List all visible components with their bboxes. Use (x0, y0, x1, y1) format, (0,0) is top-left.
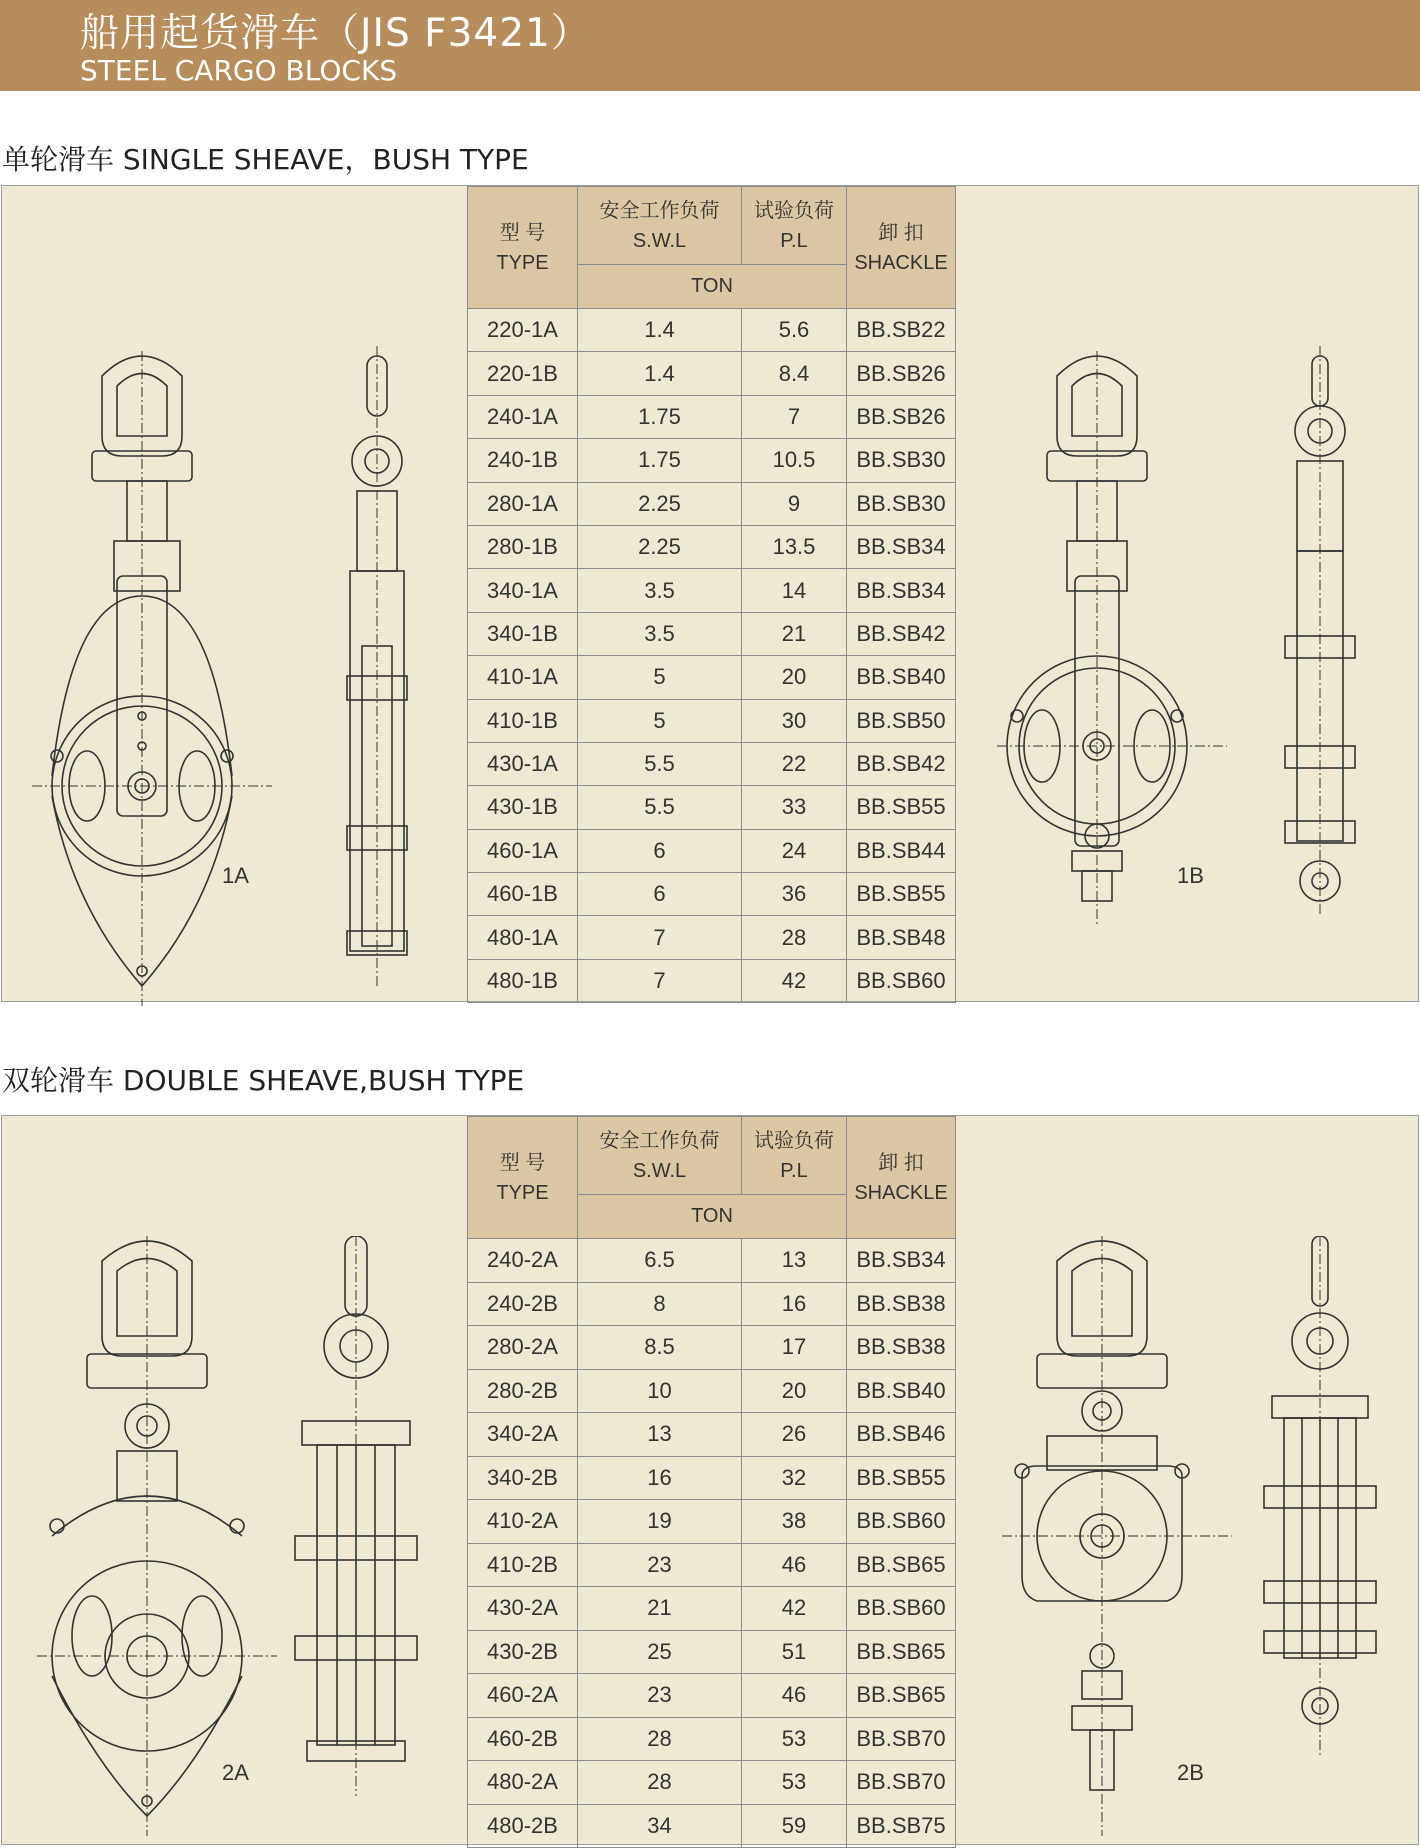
cell-pl: 17 (742, 1326, 847, 1370)
table-row (468, 309, 956, 352)
cell-shackle: BB.SB55 (847, 1456, 956, 1500)
cell-pl: 36 (742, 873, 847, 916)
cell-swl: 13 (578, 1413, 742, 1457)
page-subtitle: STEEL CARGO BLOCKS (80, 54, 398, 87)
table-row (468, 482, 956, 525)
cell-type: 430-1B (468, 786, 578, 829)
cell-shackle: BB.SB60 (847, 1587, 956, 1631)
header-swl (578, 187, 742, 265)
header-shackle-en: SHACKLE (854, 251, 948, 274)
block-2a-drawing (37, 1236, 457, 1846)
header-pl-cn: 试验负荷 (754, 1129, 834, 1152)
cell-type: 280-2B (468, 1369, 578, 1413)
table-row (468, 656, 956, 699)
page-title: 船用起货滑车（JIS F3421） (80, 11, 591, 56)
cell-shackle: BB.SB65 (847, 1543, 956, 1587)
cell-shackle: BB.SB70 (847, 1717, 956, 1761)
cell-shackle: BB.SB44 (847, 829, 956, 872)
cell-shackle: BB.SB34 (847, 1239, 956, 1283)
double-sheave-panel (1, 1115, 1419, 1845)
header-shackle-cn: 卸 扣 (878, 1151, 924, 1174)
cell-shackle: BB.SB46 (847, 1413, 956, 1457)
cell-pl: 30 (742, 699, 847, 742)
section-title-double: 双轮滑车 DOUBLE SHEAVE,BUSH TYPE (2, 1064, 525, 1097)
table-row (468, 569, 956, 612)
cell-pl: 42 (742, 959, 847, 1002)
table-row (468, 1587, 956, 1631)
header-type-cn: 型 号 (499, 221, 546, 244)
cell-swl: 2.25 (578, 525, 742, 568)
table-row (468, 1326, 956, 1370)
cell-type: 220-1B (468, 352, 578, 395)
double-sheave-table (467, 1116, 956, 1848)
header-pl-cn: 试验负荷 (754, 199, 834, 222)
table-row (468, 612, 956, 655)
cell-type: 480-1A (468, 916, 578, 959)
table-row (468, 439, 956, 482)
cell-pl: 21 (742, 612, 847, 655)
table-row (468, 959, 956, 1002)
table-row (468, 1717, 956, 1761)
cell-swl: 8 (578, 1282, 742, 1326)
cell-pl: 46 (742, 1543, 847, 1587)
cell-pl: 26 (742, 1413, 847, 1457)
cell-swl: 2.25 (578, 482, 742, 525)
cell-shackle: BB.SB55 (847, 786, 956, 829)
cell-shackle: BB.SB65 (847, 1630, 956, 1674)
cell-swl: 8.5 (578, 1326, 742, 1370)
cell-shackle: BB.SB60 (847, 959, 956, 1002)
cell-shackle: BB.SB48 (847, 916, 956, 959)
cell-pl: 46 (742, 1674, 847, 1718)
drawing-label-1a: 1A (222, 863, 249, 888)
header-shackle (847, 187, 956, 309)
cell-shackle: BB.SB38 (847, 1282, 956, 1326)
table-row (468, 352, 956, 395)
cell-pl: 33 (742, 786, 847, 829)
cell-pl: 42 (742, 1587, 847, 1631)
cell-shackle: BB.SB42 (847, 742, 956, 785)
cell-swl: 1.4 (578, 309, 742, 352)
header-swl-en: S.W.L (632, 229, 687, 252)
cell-type: 240-2A (468, 1239, 578, 1283)
cell-pl: 16 (742, 1282, 847, 1326)
table-row (468, 1456, 956, 1500)
block-1b-drawing (997, 346, 1417, 1026)
cell-pl: 10.5 (742, 439, 847, 482)
cell-swl: 28 (578, 1717, 742, 1761)
cell-swl: 7 (578, 959, 742, 1002)
cell-pl: 38 (742, 1500, 847, 1544)
drawing-label-1b: 1B (1177, 863, 1204, 888)
cell-pl: 24 (742, 829, 847, 872)
cell-swl: 23 (578, 1543, 742, 1587)
header-shackle-cn: 卸 扣 (878, 221, 924, 244)
cell-shackle: BB.SB26 (847, 395, 956, 438)
cell-swl: 1.75 (578, 395, 742, 438)
table-row (468, 1239, 956, 1283)
table-row (468, 1500, 956, 1544)
cell-pl: 13.5 (742, 525, 847, 568)
cell-shackle: BB.SB40 (847, 656, 956, 699)
cell-type: 240-1A (468, 395, 578, 438)
table-row (468, 1761, 956, 1805)
cell-swl: 5 (578, 656, 742, 699)
cell-shackle: BB.SB42 (847, 612, 956, 655)
cell-type: 280-1B (468, 525, 578, 568)
table-row (468, 1630, 956, 1674)
cell-type: 340-1A (468, 569, 578, 612)
cell-shackle: BB.SB30 (847, 482, 956, 525)
cell-shackle: BB.SB65 (847, 1674, 956, 1718)
cell-swl: 34 (578, 1804, 742, 1848)
table-row (468, 1543, 956, 1587)
cell-type: 340-2B (468, 1456, 578, 1500)
header-unit-ton: TON (578, 1195, 847, 1239)
cell-pl: 13 (742, 1239, 847, 1283)
header-pl (742, 187, 847, 265)
cell-swl: 3.5 (578, 569, 742, 612)
table-row (468, 1282, 956, 1326)
cell-swl: 16 (578, 1456, 742, 1500)
cell-swl: 28 (578, 1761, 742, 1805)
cell-shackle: BB.SB75 (847, 1804, 956, 1848)
cell-type: 340-1B (468, 612, 578, 655)
header-type (468, 187, 578, 309)
cell-swl: 10 (578, 1369, 742, 1413)
block-1a-drawing (32, 346, 452, 1026)
cell-shackle: BB.SB22 (847, 309, 956, 352)
cell-swl: 5.5 (578, 742, 742, 785)
single-sheave-panel (1, 185, 1419, 1002)
cell-pl: 28 (742, 916, 847, 959)
header-swl-cn: 安全工作负荷 (599, 199, 720, 222)
header-type-en: TYPE (496, 251, 549, 274)
cell-swl: 23 (578, 1674, 742, 1718)
cell-shackle: BB.SB40 (847, 1369, 956, 1413)
cell-pl: 59 (742, 1804, 847, 1848)
cell-pl: 9 (742, 482, 847, 525)
header-type-en: TYPE (496, 1181, 549, 1204)
cell-swl: 7 (578, 916, 742, 959)
table-row (468, 1413, 956, 1457)
header-shackle-en: SHACKLE (854, 1181, 948, 1204)
cell-swl: 6 (578, 873, 742, 916)
cell-swl: 1.4 (578, 352, 742, 395)
cell-type: 410-1A (468, 656, 578, 699)
cell-swl: 1.75 (578, 439, 742, 482)
cell-swl: 5 (578, 699, 742, 742)
cell-pl: 5.6 (742, 309, 847, 352)
cell-type: 410-2A (468, 1500, 578, 1544)
cell-type: 480-2B (468, 1804, 578, 1848)
table-row (468, 699, 956, 742)
cell-pl: 22 (742, 742, 847, 785)
cell-pl: 51 (742, 1630, 847, 1674)
cell-type: 410-1B (468, 699, 578, 742)
cell-type: 280-1A (468, 482, 578, 525)
cell-pl: 20 (742, 656, 847, 699)
table-row (468, 916, 956, 959)
cell-pl: 53 (742, 1761, 847, 1805)
cell-type: 280-2A (468, 1326, 578, 1370)
header-unit-ton: TON (578, 265, 847, 309)
cell-swl: 5.5 (578, 786, 742, 829)
cell-shackle: BB.SB50 (847, 699, 956, 742)
drawing-label-2a: 2A (222, 1760, 249, 1785)
cell-swl: 21 (578, 1587, 742, 1631)
cell-swl: 6 (578, 829, 742, 872)
section-title-single: 单轮滑车 SINGLE SHEAVE，BUSH TYPE (2, 143, 529, 176)
cell-pl: 8.4 (742, 352, 847, 395)
cell-type: 430-2A (468, 1587, 578, 1631)
cell-shackle: BB.SB60 (847, 1500, 956, 1544)
cell-type: 480-2A (468, 1761, 578, 1805)
cell-swl: 3.5 (578, 612, 742, 655)
cell-type: 480-1B (468, 959, 578, 1002)
cell-shackle: BB.SB70 (847, 1761, 956, 1805)
cell-type: 220-1A (468, 309, 578, 352)
single-sheave-table (467, 186, 956, 1003)
table-row (468, 829, 956, 872)
cell-type: 240-2B (468, 1282, 578, 1326)
block-2b-drawing (1002, 1236, 1420, 1846)
table-row (468, 786, 956, 829)
cell-pl: 14 (742, 569, 847, 612)
cell-type: 460-2B (468, 1717, 578, 1761)
header-pl (742, 1117, 847, 1195)
table-row (468, 742, 956, 785)
cell-swl: 6.5 (578, 1239, 742, 1283)
header-shackle (847, 1117, 956, 1239)
header-pl-en: P.L (780, 229, 808, 252)
cell-type: 460-1A (468, 829, 578, 872)
header-pl-en: P.L (780, 1159, 808, 1182)
cell-shackle: BB.SB34 (847, 569, 956, 612)
table-row (468, 1804, 956, 1848)
cell-shackle: BB.SB30 (847, 439, 956, 482)
header-swl-cn: 安全工作负荷 (599, 1129, 720, 1152)
cell-type: 340-2A (468, 1413, 578, 1457)
cell-type: 460-2A (468, 1674, 578, 1718)
cell-shackle: BB.SB34 (847, 525, 956, 568)
cell-pl: 32 (742, 1456, 847, 1500)
cell-pl: 53 (742, 1717, 847, 1761)
cell-type: 430-1A (468, 742, 578, 785)
header-banner (0, 0, 1420, 91)
cell-type: 410-2B (468, 1543, 578, 1587)
cell-shackle: BB.SB38 (847, 1326, 956, 1370)
header-swl-en: S.W.L (632, 1159, 687, 1182)
cell-shackle: BB.SB26 (847, 352, 956, 395)
cell-swl: 25 (578, 1630, 742, 1674)
cell-pl: 20 (742, 1369, 847, 1413)
cell-pl: 7 (742, 395, 847, 438)
table-row (468, 1674, 956, 1718)
cell-shackle: BB.SB55 (847, 873, 956, 916)
cell-type: 460-1B (468, 873, 578, 916)
drawing-label-2b: 2B (1177, 1760, 1204, 1785)
table-row (468, 525, 956, 568)
header-swl (578, 1117, 742, 1195)
cell-swl: 19 (578, 1500, 742, 1544)
cell-type: 430-2B (468, 1630, 578, 1674)
table-row (468, 395, 956, 438)
header-type-cn: 型 号 (499, 1151, 546, 1174)
table-row (468, 873, 956, 916)
cell-type: 240-1B (468, 439, 578, 482)
table-row (468, 1369, 956, 1413)
header-type (468, 1117, 578, 1239)
